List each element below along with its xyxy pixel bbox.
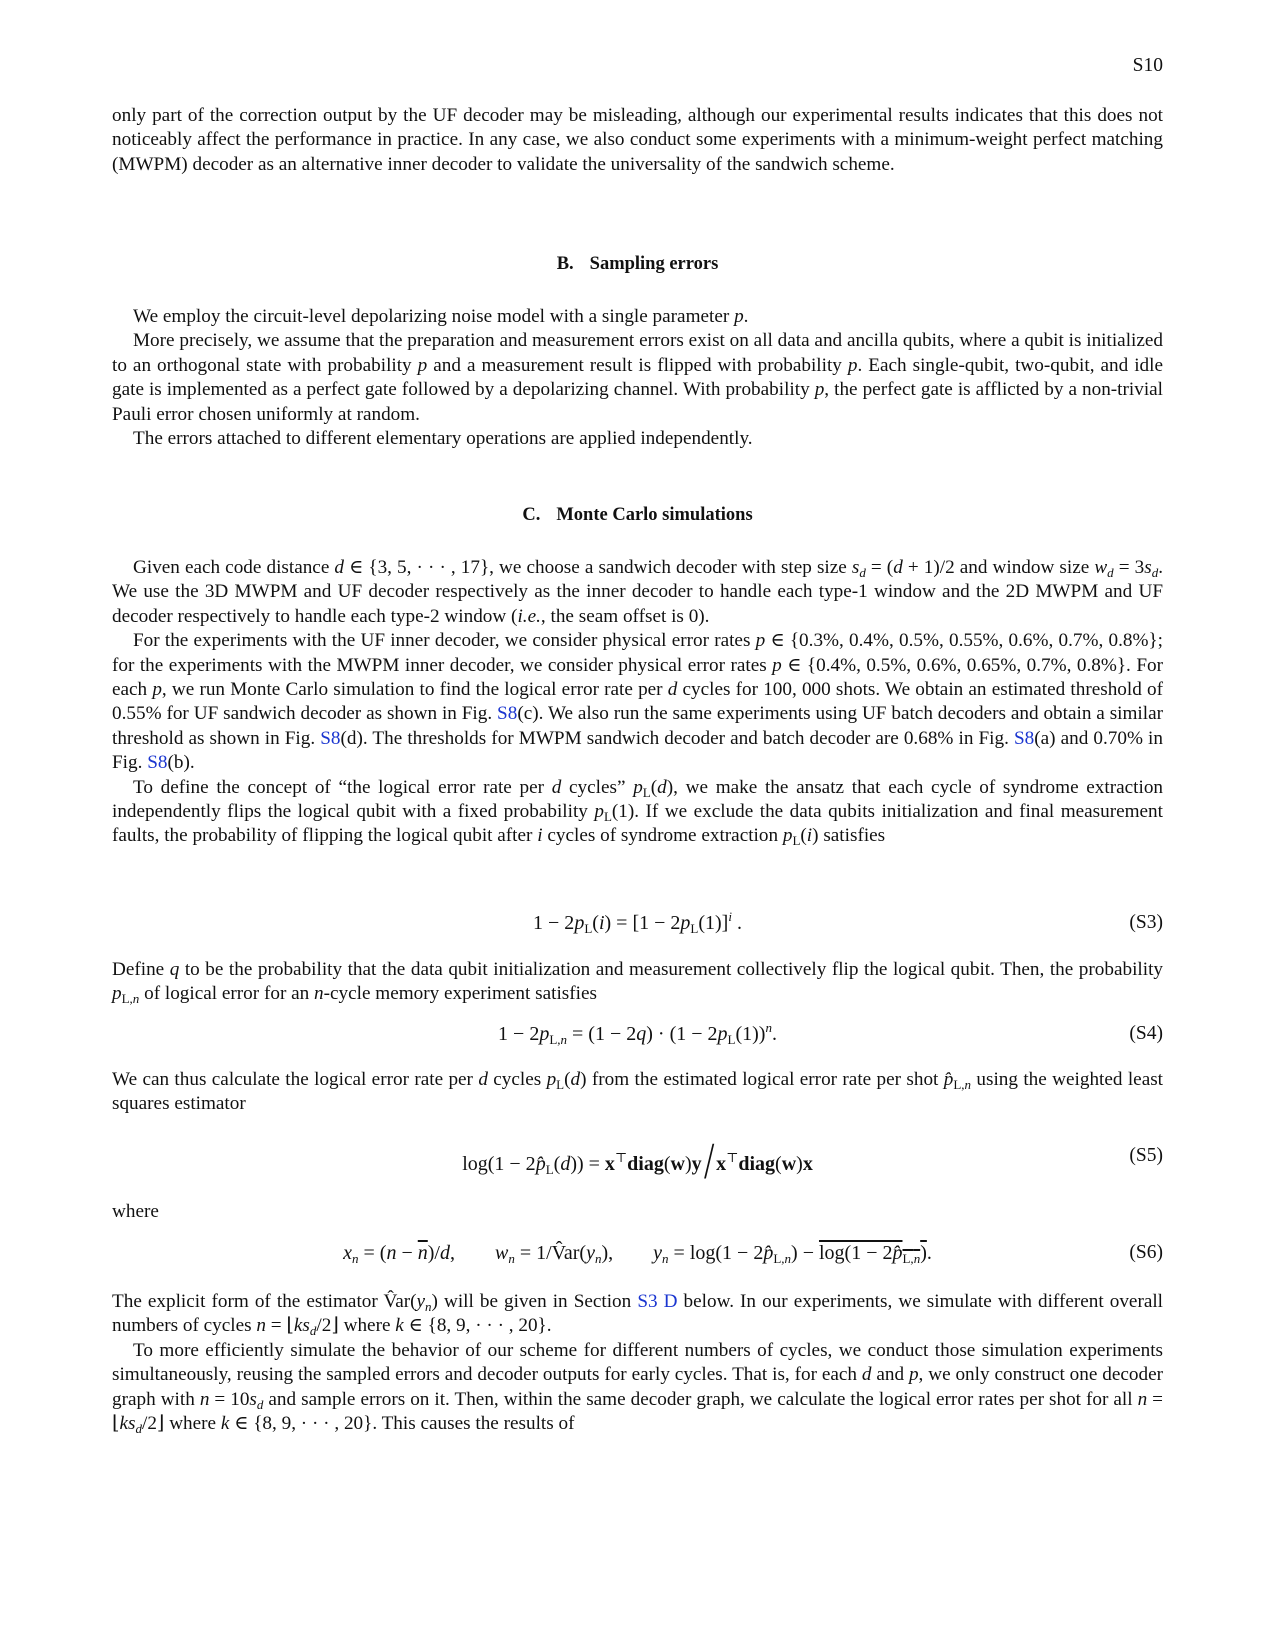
section-b-label: B. (556, 254, 574, 274)
figure-link[interactable]: S8 (320, 727, 341, 749)
section-b-paragraph-1: We employ the circuit-level depolarizing noise model with a single parameter p. (133, 306, 749, 327)
section-c-label: C. (522, 505, 541, 525)
figure-link[interactable]: S8 (497, 703, 518, 725)
equation-s4 (112, 1018, 1163, 1050)
section-c-heading (112, 503, 1163, 527)
equation-s5-body: $\log(1 - 2p̂_L(d))$ = x⊤diag(w)y/ x⊤diag(w)x (462, 1133, 813, 1190)
equation-s6 (112, 1237, 1163, 1269)
section-c-paragraph-3: To define the concept of “the logical error rate per d cycles” $p_L(d)$, we make the ansatz that each cycle of syndrome extraction independently flips the logical qubit with a fixed probability $p_L(1)$. If we exclude the data qubits initialization and final measurement faults, the probability of flipping the logical qubit after i cycles of syndrome extraction $p_L(i)$ satisfies (112, 776, 1164, 849)
equation-s6-body: $x_n = (n - \overline{n})/d$, $w_n$ = $1/V̂ar(y_n)$, $y_n = \log(1$ − $2p̂_{L,n}) - \log(1$ − $2p̂_{L,n}$). (343, 1242, 932, 1266)
section-b-heading (112, 252, 1163, 276)
section-c-paragraph-4: Define q to be the probability that the data qubit initialization and measurement collectively flip the logical qubit. Then, the probability $p_{L,n}$ of logical error for an n-cycle memory experiment satisfies (112, 959, 1163, 1007)
figure-link[interactable]: S8 (147, 752, 168, 774)
section-b-title: Sampling errors (589, 254, 719, 274)
intro-paragraph: only part of the correction output by the UF decoder may be misleading, although our experimental results indicates that this does not noticeably affect the performance in practice. In any case, we also conduct some experiments with a minimum-weight perfect matching (MWPM) decoder as an alternative inner decoder to validate the universality of the sandwich scheme. (112, 105, 1163, 175)
equation-s3-number: (S3) (1129, 912, 1163, 933)
section-c-paragraph-1: Given each code distance d ∈ {3, 5, · · · , 17}, we choose a sandwich decoder with step size $s_d = (d + 1)/2$ and window size $w_d = 3s_d$. We use the 3D MWPM and UF decoder respectively as the inner decoder to handle each type-1 window and the 2D MWPM and UF decoder respectively to handle each type-2 window (i.e., the seam offset is 0). (112, 557, 1163, 627)
where-text: where (112, 1201, 159, 1222)
section-c-title: Monte Carlo simulations (556, 505, 753, 525)
equation-s3 (112, 907, 1163, 939)
section-b-paragraph-2: More precisely, we assume that the preparation and measurement errors exist on all data and ancilla qubits, where a qubit is initialized to an orthogonal state with probability p and a measurement result is flipped with probability p. Each single-qubit, two-qubit, and idle gate is implemented as a perfect gate followed by a depolarizing channel. With probability p, the perfect gate is afflicted by a non-trivial Pauli error chosen uniformly at random. (112, 330, 1164, 425)
equation-s6-number: (S6) (1129, 1242, 1163, 1263)
equation-s3-body: $1 - 2p_L(i) = [1 - 2p_L(1)]^i$ . (533, 909, 742, 936)
equation-s5 (112, 1133, 1163, 1190)
where-block (112, 1200, 1163, 1224)
section-c-body-3 (112, 1068, 1163, 1117)
section-c-body-1 (112, 556, 1163, 849)
equation-s4-body: $1 - 2p_{L,n} = (1 - 2q) \cdot (1 - 2p_L(1))^n$. (498, 1020, 777, 1047)
section-c-paragraph-5: We can thus calculate the logical error rate per d cycles $p_L(d)$ from the estimated logical error rate per shot $p̂_{L,n}$ using the weighted least squares estimator (112, 1069, 1164, 1115)
section-c-body-4 (112, 1290, 1163, 1436)
equation-s5-number: (S5) (1129, 1145, 1163, 1166)
section-c-body-2 (112, 958, 1163, 1007)
section-b-paragraph-3: The errors attached to different elementary operations are applied independently. (133, 428, 753, 450)
figure-link[interactable]: S8 (1013, 727, 1035, 749)
section-c-paragraph-7: To more efficiently simulate the behavior of our scheme for different numbers of cycles, we conduct those simulation experiments simultaneously, reusing the sampled errors and decoder outputs for early cycles. That is, for each d and p, we only construct one decoder graph with $n = 10s_d$ and sample errors on it. Then, within the same decoder graph, we calculate the logical error rates per shot for all $n = ⌊ks_d/2⌋$ where k ∈ {8, 9, · · · , 20}. This causes the results of (112, 1339, 1163, 1437)
section-c-paragraph-6: The explicit form of the estimator $V̂ar(y_n)$ will be given in Section S3 D below. In our experiments, we simulate with different overall numbers of cycles $n = ⌊ks_d/2⌋$ where k ∈ {8, 9, · · · , 20}. (112, 1291, 1164, 1339)
equation-s4-number: (S4) (1129, 1023, 1163, 1044)
section-b-body (112, 305, 1163, 451)
section-link[interactable]: S3 D (637, 1291, 678, 1312)
section-c-paragraph-2: For the experiments with the UF inner decoder, we consider physical error rates p ∈ {0.3%, 0.4%, 0.5%, 0.55%, 0.6%, 0.7%, 0.8%}; for the experiments with the MWPM inner decoder, we consider physical error rates p ∈ {0.4%, 0.5%, 0.6%, 0.65%, 0.7%, 0.8%}. For each p, we run Monte Carlo simulation to find the logical error rate per d cycles for 100, 000 shots. We obtain an estimated threshold of 0.55% for UF sandwich decoder as shown in Fig. S8(c). We also run the same experiments using UF batch decoders and obtain a similar threshold as shown in Fig. S8(d). The thresholds for MWPM sandwich decoder and batch decoder are 0.68% in Fig. S8(a) and 0.70% in Fig. S8(b). (112, 630, 1163, 774)
intro-paragraph-block (112, 104, 1163, 177)
page-number: S10 (1132, 55, 1163, 76)
